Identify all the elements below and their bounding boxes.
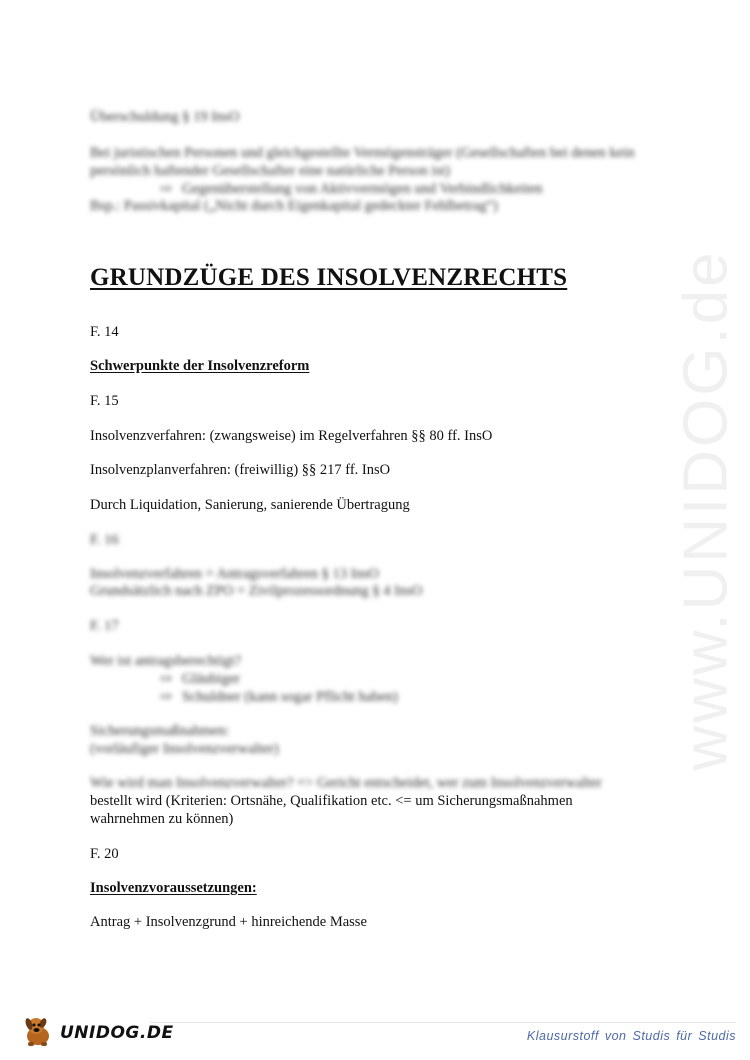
slide-ref-f14: F. 14 (90, 324, 119, 340)
line-insolvenzverfahren: Insolvenzverfahren: (zwangsweise) im Regelverfahren §§ 80 ff. InsO (90, 428, 493, 444)
blurred-question: Wer ist antragsberechtigt? (90, 653, 242, 669)
arrow-icon: ⇨ (160, 181, 173, 197)
blurred-line: Sicherungsmaßnahmen: (90, 723, 230, 739)
footer-divider (150, 1022, 736, 1023)
subheading-schwerpunkte: Schwerpunkte der Insolvenzreform (90, 358, 310, 374)
line-formula: Antrag + Insolvenzgrund + hinreichende Masse (90, 914, 367, 930)
blurred-line: Grundsätzlich nach ZPO = Zivilprozessordnung § 4 InsO (90, 583, 423, 599)
blurred-line: (vorläufiger Insolvenzverwalter) (90, 741, 279, 757)
logo-text: UNIDOG.DE (60, 1023, 174, 1043)
page-title: GRUNDZÜGE DES INSOLVENZRECHTS (90, 264, 568, 291)
blurred-slide-ref: F. 16 (90, 532, 119, 548)
blurred-line: Insolvenzverfahren = Antragsverfahren § 13 InsO (90, 566, 379, 582)
line-wahrnehmen: wahrnehmen zu können) (90, 811, 234, 827)
blurred-slide-ref: F. 17 (90, 618, 119, 634)
watermark: www.UNIDOG.de (671, 249, 741, 771)
arrow-icon: ⇨ (160, 671, 173, 687)
blurred-paragraph-line: Bei juristischen Personen und gleichgestellte Vermögensträger (Gesellschaften bei denen kein (90, 145, 635, 161)
subheading-voraussetzungen: Insolvenzvoraussetzungen: (90, 880, 257, 896)
line-insolvenzplanverfahren: Insolvenzplanverfahren: (freiwillig) §§ 217 ff. InsO (90, 462, 391, 478)
slide-ref-f15: F. 15 (90, 393, 119, 409)
blurred-arrow-item: ⇨ Schuldner (kann sogar Pflicht haben) (160, 689, 398, 705)
blurred-arrow-item: ⇨ Gläubiger (160, 671, 240, 687)
line-liquidation: Durch Liquidation, Sanierung, sanierende Übertragung (90, 497, 410, 513)
blurred-arrow-item: ⇨ Gegenüberstellung von Aktivvermögen und Verbindlichkeiten (160, 181, 543, 197)
blurred-paragraph-line: Bsp.: Passivkapital („Nicht durch Eigenkapital gedeckter Fehlbetrag“) (90, 198, 498, 214)
blurred-heading: Überschuldung § 19 InsO (90, 109, 240, 125)
line-bestellt: bestellt wird (Kriterien: Ortsnähe, Qualifikation etc. <= um Sicherungsmaßnahmen (90, 793, 573, 809)
arrow-icon: ⇨ (160, 689, 173, 705)
dog-mascot-icon (22, 1014, 56, 1053)
blurred-line: Wie wird man Insolvenzverwalter? => Gericht entscheidet, wer zum Insolvenzverwalter (90, 775, 602, 791)
footer-tagline: Klausurstoff von Studis für Studis (526, 1029, 736, 1043)
slide-ref-f20: F. 20 (90, 846, 119, 862)
blurred-paragraph-line: persönlich haftender Gesellschafter eine natürliche Person ist) (90, 163, 450, 179)
footer-logo[interactable] (22, 1015, 174, 1051)
